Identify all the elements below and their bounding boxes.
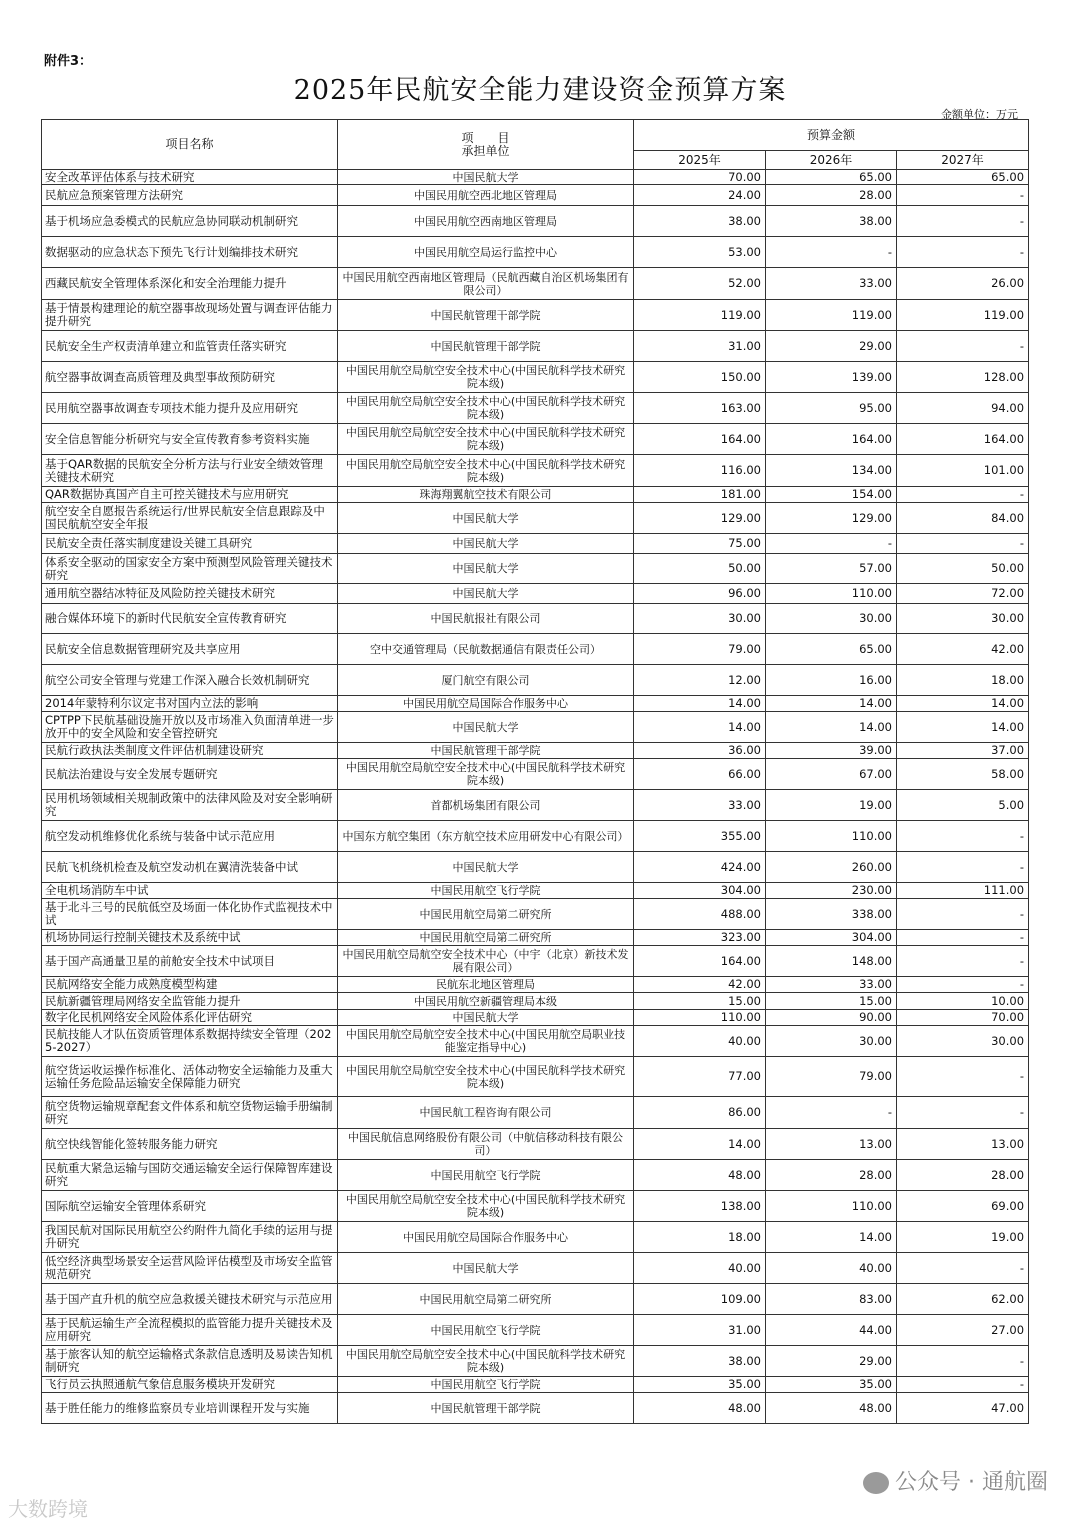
- project-name-cell: 基于北斗三号的民航低空及场面一体化协作式监视技术中试: [42, 899, 338, 930]
- amount-2025-cell: 75.00: [634, 534, 766, 554]
- amount-2026-cell: 129.00: [766, 503, 897, 534]
- org-cell: 中国民航管理干部学院: [338, 743, 634, 759]
- org-cell: 中国民航大学: [338, 503, 634, 534]
- table-row: [42, 300, 1029, 331]
- org-cell: 中国民航大学: [338, 1253, 634, 1284]
- amount-2027-cell: 101.00: [897, 455, 1029, 487]
- amount-2027-cell: -: [897, 930, 1029, 946]
- table-row: [42, 1393, 1029, 1424]
- amount-2025-cell: 35.00: [634, 1377, 766, 1393]
- amount-2026-cell: 44.00: [766, 1315, 897, 1346]
- amount-2027-cell: 69.00: [897, 1191, 1029, 1222]
- wechat-icon: [863, 1472, 889, 1494]
- amount-2025-cell: 31.00: [634, 331, 766, 362]
- amount-2026-cell: 38.00: [766, 206, 897, 237]
- amount-2027-cell: 62.00: [897, 1284, 1029, 1315]
- project-name-cell: 民航安全责任落实制度建设关键工具研究: [42, 534, 338, 554]
- amount-2026-cell: 148.00: [766, 946, 897, 977]
- table-row: [42, 237, 1029, 268]
- amount-2025-cell: 116.00: [634, 455, 766, 487]
- table-row: [42, 393, 1029, 424]
- org-cell: 中国民用航空局航空安全技术中心(中国民航科学技术研究院本级): [338, 424, 634, 455]
- amount-2027-cell: -: [897, 1057, 1029, 1097]
- amount-2026-cell: 95.00: [766, 393, 897, 424]
- amount-2025-cell: 31.00: [634, 1315, 766, 1346]
- table-row: [42, 1284, 1029, 1315]
- header-year-2027: 2027年: [897, 151, 1029, 170]
- org-cell: 中国民用航空飞行学院: [338, 1160, 634, 1191]
- org-cell: 珠海翔翼航空技术有限公司: [338, 487, 634, 503]
- table-row: [42, 634, 1029, 665]
- org-cell: 中国民用航空局第二研究所: [338, 899, 634, 930]
- org-cell: 中国民用航空局航空安全技术中心(中国民航科学技术研究院本级): [338, 393, 634, 424]
- amount-2025-cell: 33.00: [634, 790, 766, 821]
- project-name-cell: 全电机场消防车中试: [42, 883, 338, 899]
- table-body: [42, 170, 1029, 1424]
- org-cell: 中国民航大学: [338, 1010, 634, 1026]
- amount-2025-cell: 48.00: [634, 1393, 766, 1424]
- project-name-cell: 航空发动机维修优化系统与装备中试示范应用: [42, 821, 338, 852]
- amount-2026-cell: 13.00: [766, 1129, 897, 1160]
- org-cell: 中国民用航空局航空安全技术中心(中国民航科学技术研究院本级): [338, 362, 634, 393]
- amount-2025-cell: 304.00: [634, 883, 766, 899]
- org-cell: 中国民用航空局航空安全技术中心(中国民航科学技术研究院本级): [338, 1057, 634, 1097]
- org-cell: 中国民用航空局航空安全技术中心(中国民航科学技术研究院本级): [338, 759, 634, 790]
- org-cell: 中国民用航空局第二研究所: [338, 930, 634, 946]
- table-row: [42, 331, 1029, 362]
- amount-2025-cell: 14.00: [634, 712, 766, 743]
- amount-2025-cell: 163.00: [634, 393, 766, 424]
- amount-2027-cell: 164.00: [897, 424, 1029, 455]
- amount-2027-cell: 111.00: [897, 883, 1029, 899]
- budget-table: [41, 119, 1029, 1424]
- org-cell: 中国民航大学: [338, 852, 634, 883]
- amount-2025-cell: 96.00: [634, 584, 766, 604]
- amount-2027-cell: 30.00: [897, 1026, 1029, 1057]
- amount-2025-cell: 30.00: [634, 604, 766, 634]
- amount-2027-cell: 94.00: [897, 393, 1029, 424]
- amount-2025-cell: 40.00: [634, 1026, 766, 1057]
- table-row: [42, 993, 1029, 1010]
- amount-2027-cell: -: [897, 534, 1029, 554]
- amount-2025-cell: 119.00: [634, 300, 766, 331]
- project-name-cell: 民用航空器事故调查专项技术能力提升及应用研究: [42, 393, 338, 424]
- watermark-left: 大数跨境: [8, 1497, 88, 1521]
- header-budget: 预算金额: [634, 120, 1029, 151]
- amount-2027-cell: -: [897, 1346, 1029, 1377]
- amount-2026-cell: 260.00: [766, 852, 897, 883]
- unit-label: 金额单位：万元: [941, 108, 1018, 121]
- amount-2026-cell: 57.00: [766, 554, 897, 584]
- amount-2027-cell: -: [897, 946, 1029, 977]
- org-cell: 中国民用航空局国际合作服务中心: [338, 1222, 634, 1253]
- org-cell: 中国民航大学: [338, 584, 634, 604]
- table-row: [42, 1377, 1029, 1393]
- table-row: [42, 821, 1029, 852]
- org-cell: 中国民航报社有限公司: [338, 604, 634, 634]
- amount-2025-cell: 129.00: [634, 503, 766, 534]
- amount-2025-cell: 109.00: [634, 1284, 766, 1315]
- amount-2027-cell: 58.00: [897, 759, 1029, 790]
- amount-2026-cell: 139.00: [766, 362, 897, 393]
- table-row: [42, 185, 1029, 206]
- watermark-right-text: 公众号 · 通航圈: [895, 1470, 1048, 1495]
- org-cell: 中国民用航空局国际合作服务中心: [338, 696, 634, 712]
- amount-2026-cell: 90.00: [766, 1010, 897, 1026]
- project-name-cell: 民航行政执法类制度文件评估机制建设研究: [42, 743, 338, 759]
- project-name-cell: 安全改革评估体系与技术研究: [42, 170, 338, 185]
- project-name-cell: 航空安全自愿报告系统运行/世界民航安全信息跟踪及中国民航航空安全年报: [42, 503, 338, 534]
- amount-2026-cell: 29.00: [766, 331, 897, 362]
- project-name-cell: 基于情景构建理论的航空器事故现场处置与调查评估能力提升研究: [42, 300, 338, 331]
- org-cell: 中国民用航空新疆管理局本级: [338, 993, 634, 1010]
- table-row: [42, 852, 1029, 883]
- org-cell: 首都机场集团有限公司: [338, 790, 634, 821]
- amount-2027-cell: -: [897, 1097, 1029, 1129]
- amount-2026-cell: -: [766, 1097, 897, 1129]
- amount-2027-cell: 42.00: [897, 634, 1029, 665]
- project-name-cell: 民航法治建设与安全发展专题研究: [42, 759, 338, 790]
- table-row: [42, 1026, 1029, 1057]
- table-row: [42, 604, 1029, 634]
- amount-2025-cell: 12.00: [634, 665, 766, 696]
- table-row: [42, 554, 1029, 584]
- amount-2026-cell: 33.00: [766, 268, 897, 300]
- amount-2025-cell: 42.00: [634, 977, 766, 993]
- table-row: [42, 534, 1029, 554]
- table-row: [42, 899, 1029, 930]
- amount-2026-cell: 83.00: [766, 1284, 897, 1315]
- table-row: [42, 790, 1029, 821]
- amount-2026-cell: 110.00: [766, 1191, 897, 1222]
- amount-2026-cell: -: [766, 237, 897, 268]
- amount-2026-cell: 110.00: [766, 821, 897, 852]
- project-name-cell: 民航重大紧急运输与国防交通运输安全运行保障智库建设研究: [42, 1160, 338, 1191]
- table-row: [42, 1010, 1029, 1026]
- amount-2025-cell: 70.00: [634, 170, 766, 185]
- project-name-cell: 基于国产直升机的航空应急救援关键技术研究与示范应用: [42, 1284, 338, 1315]
- amount-2025-cell: 18.00: [634, 1222, 766, 1253]
- amount-2025-cell: 424.00: [634, 852, 766, 883]
- project-name-cell: 数据驱动的应急状态下预先飞行计划编排技术研究: [42, 237, 338, 268]
- amount-2025-cell: 355.00: [634, 821, 766, 852]
- amount-2025-cell: 52.00: [634, 268, 766, 300]
- project-name-cell: 基于民航运输生产全流程模拟的监管能力提升关键技术及应用研究: [42, 1315, 338, 1346]
- table-row: [42, 1315, 1029, 1346]
- amount-2025-cell: 181.00: [634, 487, 766, 503]
- header-org-bottom: 承担单位: [461, 143, 510, 158]
- project-name-cell: QAR数据协真国产自主可控关键技术与应用研究: [42, 487, 338, 503]
- project-name-cell: 航空器事故调查高质管理及典型事故预防研究: [42, 362, 338, 393]
- table-row: [42, 424, 1029, 455]
- project-name-cell: 通用航空器结冰特征及风险防控关键技术研究: [42, 584, 338, 604]
- table-row: [42, 665, 1029, 696]
- org-cell: 中国民航大学: [338, 554, 634, 584]
- amount-2027-cell: -: [897, 821, 1029, 852]
- amount-2027-cell: 70.00: [897, 1010, 1029, 1026]
- amount-2027-cell: 50.00: [897, 554, 1029, 584]
- table-row: [42, 1057, 1029, 1097]
- amount-2027-cell: 72.00: [897, 584, 1029, 604]
- amount-2025-cell: 14.00: [634, 1129, 766, 1160]
- amount-2026-cell: 28.00: [766, 1160, 897, 1191]
- project-name-cell: 西藏民航安全管理体系深化和安全治理能力提升: [42, 268, 338, 300]
- org-cell: 中国民用航空局运行监控中心: [338, 237, 634, 268]
- org-cell: 中国民用航空西南地区管理局: [338, 206, 634, 237]
- amount-2027-cell: 37.00: [897, 743, 1029, 759]
- project-name-cell: 航空货运收运操作标准化、活体动物安全运输能力及重大运输任务危险品运输安全保障能力研究: [42, 1057, 338, 1097]
- amount-2025-cell: 66.00: [634, 759, 766, 790]
- amount-2027-cell: -: [897, 185, 1029, 206]
- amount-2026-cell: 48.00: [766, 1393, 897, 1424]
- project-name-cell: 低空经济典型场景安全运营风险评估模型及市场安全监管规范研究: [42, 1253, 338, 1284]
- amount-2026-cell: 30.00: [766, 1026, 897, 1057]
- project-name-cell: 民航技能人才队伍资质管理体系数据持续安全管理（2025-2027）: [42, 1026, 338, 1057]
- table-row: [42, 743, 1029, 759]
- table-row: [42, 1160, 1029, 1191]
- project-name-cell: 国际航空运输安全管理体系研究: [42, 1191, 338, 1222]
- amount-2025-cell: 138.00: [634, 1191, 766, 1222]
- table-row: [42, 977, 1029, 993]
- amount-2025-cell: 150.00: [634, 362, 766, 393]
- amount-2025-cell: 488.00: [634, 899, 766, 930]
- table-row: [42, 487, 1029, 503]
- amount-2026-cell: 338.00: [766, 899, 897, 930]
- amount-2026-cell: 119.00: [766, 300, 897, 331]
- amount-2027-cell: -: [897, 1377, 1029, 1393]
- table-row: [42, 1253, 1029, 1284]
- header-year-2025: 2025年: [634, 151, 766, 170]
- amount-2026-cell: 65.00: [766, 634, 897, 665]
- org-cell: 中国民航管理干部学院: [338, 1393, 634, 1424]
- project-name-cell: 数字化民机网络安全风险体系化评估研究: [42, 1010, 338, 1026]
- table-row: [42, 206, 1029, 237]
- amount-2027-cell: 47.00: [897, 1393, 1029, 1424]
- project-name-cell: 民航网络安全能力成熟度模型构建: [42, 977, 338, 993]
- amount-2027-cell: -: [897, 852, 1029, 883]
- amount-2026-cell: 30.00: [766, 604, 897, 634]
- amount-2027-cell: -: [897, 977, 1029, 993]
- amount-2025-cell: 86.00: [634, 1097, 766, 1129]
- project-name-cell: 航空货物运输规章配套文件体系和航空货物运输手册编制研究: [42, 1097, 338, 1129]
- amount-2025-cell: 14.00: [634, 696, 766, 712]
- org-cell: 中国民用航空局航空安全技术中心(中国民航科学技术研究院本级): [338, 455, 634, 487]
- amount-2027-cell: 14.00: [897, 712, 1029, 743]
- amount-2025-cell: 36.00: [634, 743, 766, 759]
- table-row: [42, 1222, 1029, 1253]
- project-name-cell: CPTPP下民航基础设施开放以及市场准入负面清单进一步放开中的安全风险和安全管控研究: [42, 712, 338, 743]
- amount-2026-cell: 79.00: [766, 1057, 897, 1097]
- table-row: [42, 170, 1029, 185]
- amount-2026-cell: 40.00: [766, 1253, 897, 1284]
- org-cell: 民航东北地区管理局: [338, 977, 634, 993]
- table-row: [42, 696, 1029, 712]
- amount-2026-cell: 33.00: [766, 977, 897, 993]
- amount-2025-cell: 164.00: [634, 946, 766, 977]
- project-name-cell: 基于胜任能力的维修监察员专业培训课程开发与实施: [42, 1393, 338, 1424]
- amount-2026-cell: 14.00: [766, 696, 897, 712]
- amount-2025-cell: 15.00: [634, 993, 766, 1010]
- header-org: [338, 120, 634, 170]
- amount-2026-cell: 164.00: [766, 424, 897, 455]
- table-row: [42, 1129, 1029, 1160]
- org-cell: 中国东方航空集团（东方航空技术应用研发中心有限公司）: [338, 821, 634, 852]
- amount-2026-cell: 134.00: [766, 455, 897, 487]
- table-row: [42, 503, 1029, 534]
- amount-2027-cell: 119.00: [897, 300, 1029, 331]
- amount-2026-cell: 28.00: [766, 185, 897, 206]
- amount-2026-cell: -: [766, 534, 897, 554]
- org-cell: 空中交通管理局（民航数据通信有限责任公司）: [338, 634, 634, 665]
- amount-2027-cell: 65.00: [897, 170, 1029, 185]
- org-cell: 中国民航大学: [338, 534, 634, 554]
- amount-2026-cell: 110.00: [766, 584, 897, 604]
- header-project-name: 项目名称: [42, 120, 338, 170]
- org-cell: 中国民用航空局航空安全技术中心(中国民航科学技术研究院本级): [338, 1191, 634, 1222]
- table-row: [42, 930, 1029, 946]
- org-cell: 中国民用航空局第二研究所: [338, 1284, 634, 1315]
- page-title: 2025年民航安全能力建设资金预算方案: [293, 75, 787, 106]
- amount-2027-cell: 14.00: [897, 696, 1029, 712]
- org-cell: 中国民用航空西南地区管理局（民航西藏自治区机场集团有限公司）: [338, 268, 634, 300]
- amount-2026-cell: 14.00: [766, 712, 897, 743]
- amount-2026-cell: 14.00: [766, 1222, 897, 1253]
- amount-2025-cell: 79.00: [634, 634, 766, 665]
- amount-2027-cell: 19.00: [897, 1222, 1029, 1253]
- amount-2026-cell: 35.00: [766, 1377, 897, 1393]
- amount-2025-cell: 323.00: [634, 930, 766, 946]
- amount-2026-cell: 65.00: [766, 170, 897, 185]
- amount-2025-cell: 24.00: [634, 185, 766, 206]
- amount-2027-cell: 28.00: [897, 1160, 1029, 1191]
- amount-2027-cell: -: [897, 1253, 1029, 1284]
- amount-2027-cell: -: [897, 331, 1029, 362]
- project-name-cell: 飞行员云执照通航气象信息服务模块开发研究: [42, 1377, 338, 1393]
- project-name-cell: 民用机场领域相关规制政策中的法律风险及对安全影响研究: [42, 790, 338, 821]
- org-cell: 中国民用航空西北地区管理局: [338, 185, 634, 206]
- amount-2027-cell: 27.00: [897, 1315, 1029, 1346]
- org-cell: 中国民航工程咨询有限公司: [338, 1097, 634, 1129]
- project-name-cell: 民航安全生产权责清单建立和监管责任落实研究: [42, 331, 338, 362]
- org-cell: 中国民航信息网络股份有限公司（中航信移动科技有限公司）: [338, 1129, 634, 1160]
- project-name-cell: 机场协同运行控制关键技术及系统中试: [42, 930, 338, 946]
- project-name-cell: 民航应急预案管理方法研究: [42, 185, 338, 206]
- amount-2025-cell: 48.00: [634, 1160, 766, 1191]
- amount-2027-cell: 13.00: [897, 1129, 1029, 1160]
- amount-2027-cell: -: [897, 237, 1029, 268]
- org-cell: 中国民航管理干部学院: [338, 300, 634, 331]
- amount-2027-cell: 30.00: [897, 604, 1029, 634]
- table-row: [42, 268, 1029, 300]
- watermark-right: [863, 1465, 1048, 1496]
- table-row: [42, 455, 1029, 487]
- amount-2026-cell: 19.00: [766, 790, 897, 821]
- amount-2025-cell: 38.00: [634, 1346, 766, 1377]
- amount-2026-cell: 230.00: [766, 883, 897, 899]
- table-row: [42, 759, 1029, 790]
- table-row: [42, 1346, 1029, 1377]
- amount-2026-cell: 39.00: [766, 743, 897, 759]
- amount-2027-cell: -: [897, 899, 1029, 930]
- project-name-cell: 民航新疆管理局网络安全监管能力提升: [42, 993, 338, 1010]
- org-cell: 中国民用航空局航空安全技术中心(中国民用航空局职业技能鉴定指导中心): [338, 1026, 634, 1057]
- amount-2027-cell: -: [897, 206, 1029, 237]
- table-row: [42, 883, 1029, 899]
- amount-2026-cell: 15.00: [766, 993, 897, 1010]
- project-name-cell: 基于旅客认知的航空运输格式条款信息透明及易读告知机制研究: [42, 1346, 338, 1377]
- amount-2027-cell: 10.00: [897, 993, 1029, 1010]
- org-cell: 中国民用航空局航空安全技术中心(中国民航科学技术研究院本级): [338, 1346, 634, 1377]
- amount-2026-cell: 304.00: [766, 930, 897, 946]
- amount-2025-cell: 164.00: [634, 424, 766, 455]
- org-cell: 中国民用航空局航空安全技术中心（中宇（北京）新技术发展有限公司）: [338, 946, 634, 977]
- table-row: [42, 1191, 1029, 1222]
- amount-2026-cell: 16.00: [766, 665, 897, 696]
- project-name-cell: 民航安全信息数据管理研究及共享应用: [42, 634, 338, 665]
- amount-2027-cell: 18.00: [897, 665, 1029, 696]
- project-name-cell: 航空快线智能化签转服务能力研究: [42, 1129, 338, 1160]
- project-name-cell: 安全信息智能分析研究与安全宣传教育参考资料实施: [42, 424, 338, 455]
- org-cell: 中国民航大学: [338, 170, 634, 185]
- project-name-cell: 基于QAR数据的民航安全分析方法与行业安全绩效管理关键技术研究: [42, 455, 338, 487]
- project-name-cell: 航空公司安全管理与党建工作深入融合长效机制研究: [42, 665, 338, 696]
- amount-2025-cell: 110.00: [634, 1010, 766, 1026]
- project-name-cell: 我国民航对国际民用航空公约附件九简化手续的运用与提升研究: [42, 1222, 338, 1253]
- org-cell: 中国民用航空飞行学院: [338, 883, 634, 899]
- project-name-cell: 民航飞机绕机检查及航空发动机在翼清洗装备中试: [42, 852, 338, 883]
- project-name-cell: 基于国产高通量卫星的前舱安全技术中试项目: [42, 946, 338, 977]
- org-cell: 中国民航大学: [338, 712, 634, 743]
- amount-2025-cell: 38.00: [634, 206, 766, 237]
- org-cell: 中国民航管理干部学院: [338, 331, 634, 362]
- amount-2026-cell: 29.00: [766, 1346, 897, 1377]
- header-year-2026: 2026年: [766, 151, 897, 170]
- amount-2025-cell: 50.00: [634, 554, 766, 584]
- amount-2025-cell: 53.00: [634, 237, 766, 268]
- table-row: [42, 584, 1029, 604]
- amount-2026-cell: 67.00: [766, 759, 897, 790]
- amount-2027-cell: 128.00: [897, 362, 1029, 393]
- project-name-cell: 融合媒体环境下的新时代民航安全宣传教育研究: [42, 604, 338, 634]
- table-row: [42, 946, 1029, 977]
- org-cell: 厦门航空有限公司: [338, 665, 634, 696]
- org-cell: 中国民用航空飞行学院: [338, 1377, 634, 1393]
- table-row: [42, 712, 1029, 743]
- project-name-cell: 基于机场应急委模式的民航应急协同联动机制研究: [42, 206, 338, 237]
- project-name-cell: 体系安全驱动的国家安全方案中预测型风险管理关键技术研究: [42, 554, 338, 584]
- amount-2027-cell: 5.00: [897, 790, 1029, 821]
- amount-2027-cell: 84.00: [897, 503, 1029, 534]
- header-org-top: 项 目: [461, 130, 510, 145]
- project-name-cell: 2014年蒙特利尔议定书对国内立法的影响: [42, 696, 338, 712]
- table-row: [42, 362, 1029, 393]
- amount-2027-cell: -: [897, 487, 1029, 503]
- org-cell: 中国民用航空飞行学院: [338, 1315, 634, 1346]
- attachment-label: 附件3：: [44, 54, 93, 69]
- amount-2027-cell: 26.00: [897, 268, 1029, 300]
- amount-2026-cell: 154.00: [766, 487, 897, 503]
- table-row: [42, 1097, 1029, 1129]
- amount-2025-cell: 40.00: [634, 1253, 766, 1284]
- amount-2025-cell: 77.00: [634, 1057, 766, 1097]
